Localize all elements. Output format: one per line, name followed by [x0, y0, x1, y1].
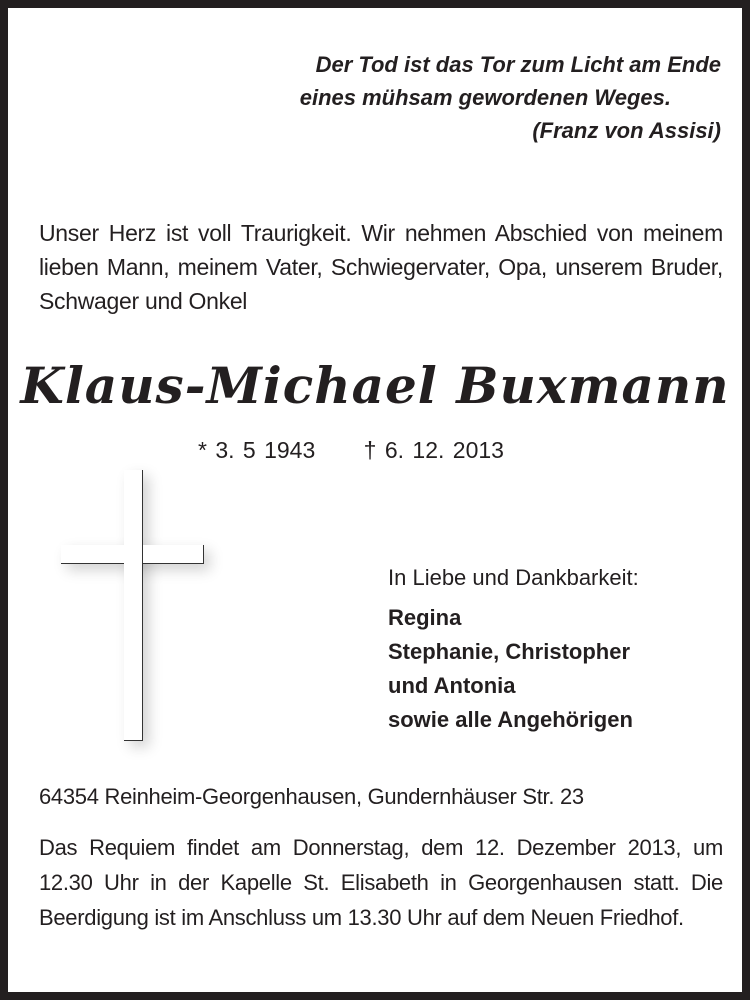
quote-attribution: (Franz von Assisi) [532, 118, 721, 143]
family-member: Stephanie, Christopher [388, 639, 631, 664]
death-date: † 6. 12. 2013 [363, 437, 504, 463]
obituary-notice [8, 8, 742, 992]
birth-date: * 3. 5 1943 [198, 437, 316, 463]
family-signoff [388, 561, 639, 737]
service-details: Das Requiem findet am Donnerstag, dem 12. Dezember 2013, um 12.30 Uhr in der Kapelle St. Elisabeth in Georgenhausen statt. Die Beerdigung ist im Anschluss um 13.30 Uhr auf dem Neuen Friedhof. [39, 835, 723, 930]
address: 64354 Reinheim-Georgenhausen, Gundernhäuser Str. 23 [39, 784, 584, 809]
family-member: sowie alle Angehörigen [388, 707, 633, 732]
cross-vertical-overlay [124, 470, 143, 741]
intro-text: Unser Herz ist voll Traurigkeit. Wir nehmen Abschied von meinem lieben Mann, meinem Vater, Schwiegervater, Opa, unserem Bruder, Schwager und Onkel [39, 220, 723, 314]
quote-line: eines mühsam gewordenen Weges. [299, 85, 671, 110]
epigraph-quote [300, 48, 721, 147]
quote-line: Der Tod ist das Tor zum Licht am Ende [315, 52, 721, 77]
cross-icon [61, 470, 211, 750]
life-dates [198, 437, 504, 464]
family-heading: In Liebe und Dankbarkeit: [388, 565, 639, 590]
family-member: Regina [388, 605, 462, 630]
deceased-name: Klaus-Michael Buxmann [20, 356, 730, 415]
family-member: und Antonia [388, 673, 516, 698]
